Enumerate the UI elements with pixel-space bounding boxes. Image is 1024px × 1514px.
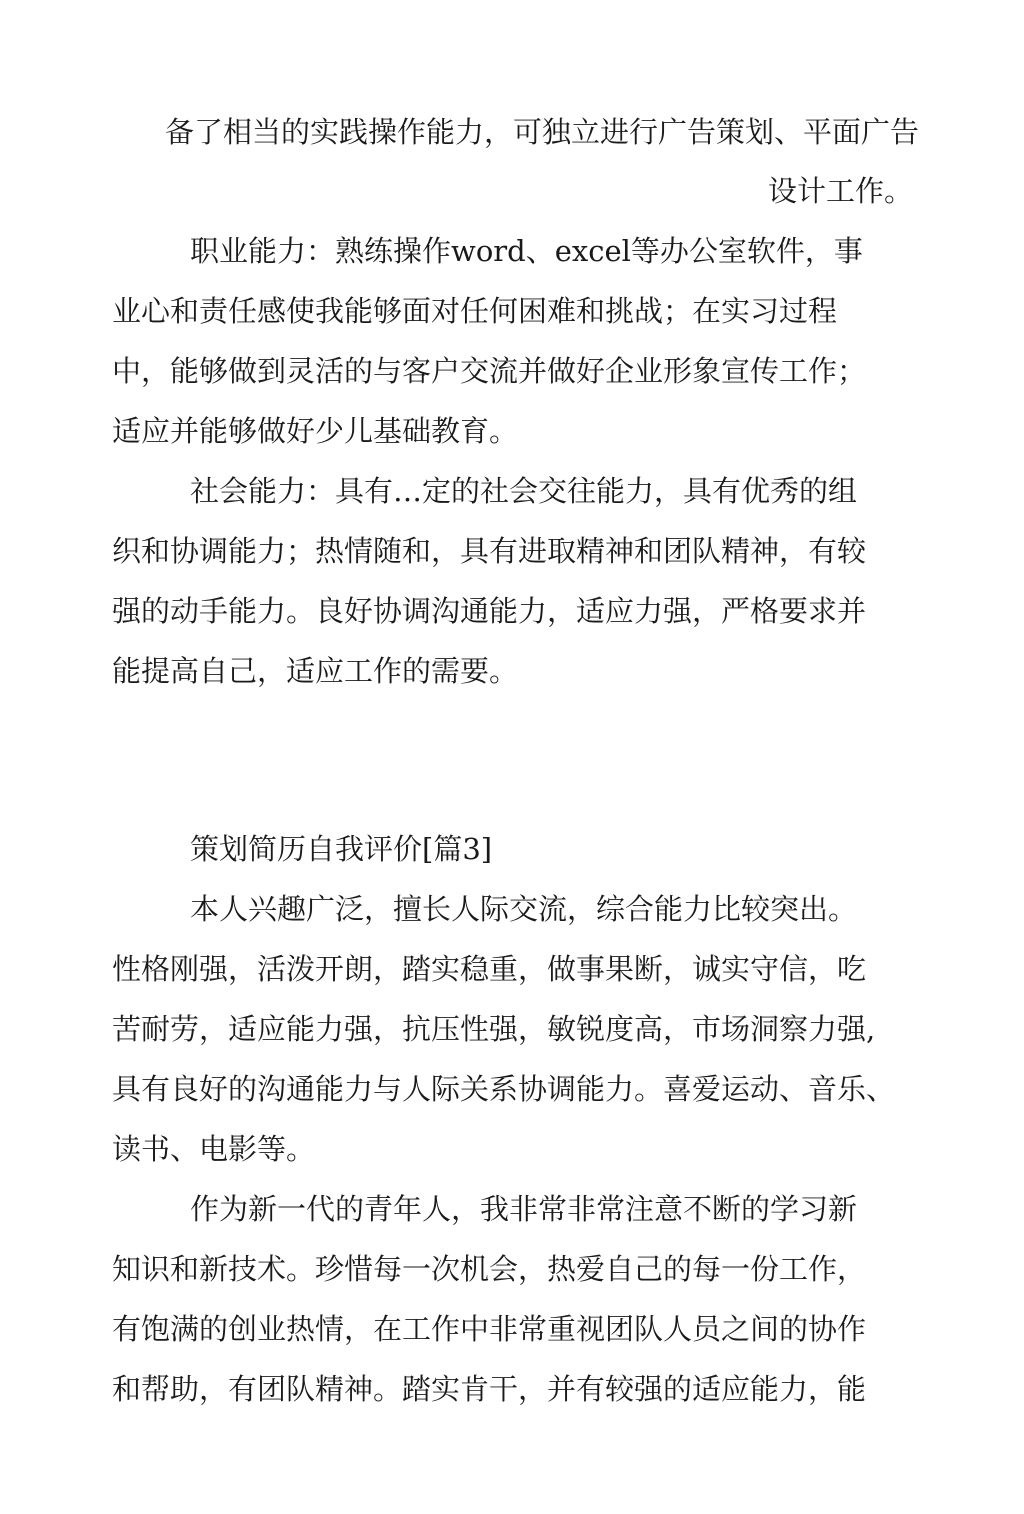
text-line: 适应并能够做好少儿基础教育。	[112, 414, 519, 448]
text-line: 有饱满的创业热情，在工作中非常重视团队人员之间的协作	[112, 1312, 867, 1346]
text-line: 备了相当的实践操作能力，可独立进行广告策划、平面广告	[165, 115, 920, 149]
text-line: 知识和新技术。珍惜每一次机会，热爱自己的每一份工作，	[112, 1252, 867, 1286]
text-line: 读书、电影等。	[112, 1132, 316, 1166]
text-line: 强的动手能力。良好协调沟通能力，适应力强，严格要求并	[112, 594, 867, 628]
text-line: 社会能力：具有…定的社会交往能力，具有优秀的组	[190, 474, 858, 508]
text-line: 设计工作。	[768, 174, 914, 208]
text-line: 作为新一代的青年人，我非常非常注意不断的学习新	[190, 1192, 858, 1226]
text-line: 本人兴趣广泛，擅长人际交流，综合能力比较突出。	[190, 892, 858, 926]
text-line: 具有良好的沟通能力与人际关系协调能力。喜爱运动、音乐、	[112, 1072, 896, 1106]
text-line: 和帮助，有团队精神。踏实肯干，并有较强的适应能力，能	[112, 1372, 867, 1406]
text-line: 职业能力：熟练操作word、excel等办公室软件，事	[190, 234, 863, 268]
text-line: 织和协调能力；热情随和，具有进取精神和团队精神，有较	[112, 534, 867, 568]
text-line: 能提高自己，适应工作的需要。	[112, 654, 519, 688]
text-line: 中，能够做到灵活的与客户交流并做好企业形象宣传工作；	[112, 354, 867, 388]
text-line: 性格刚强，活泼开朗，踏实稳重，做事果断，诚实守信，吃	[112, 952, 867, 986]
text-line: 业心和责任感使我能够面对任何困难和挑战；在实习过程	[112, 294, 838, 328]
text-line: 苦耐劳，适应能力强，抗压性强，敏锐度高，市场洞察力强,	[112, 1012, 876, 1046]
section-heading: 策划简历自我评价[篇3]	[190, 832, 493, 866]
